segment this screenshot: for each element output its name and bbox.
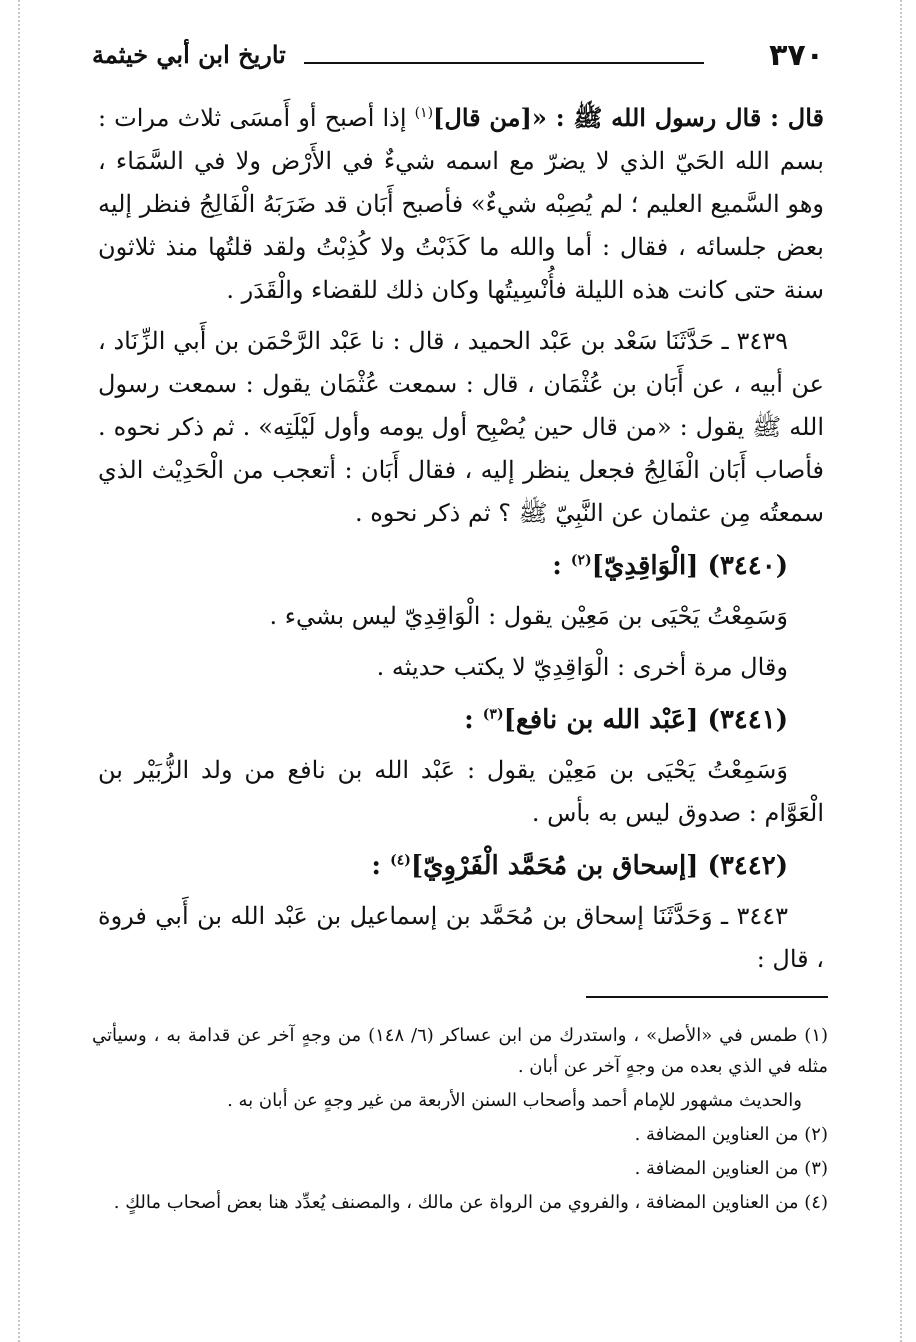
paragraph-waqidi-2: وقال مرة أخرى : الْوَاقِدِيّ لا يكتب حديثه . bbox=[376, 653, 788, 681]
footnotes bbox=[92, 1020, 828, 1221]
footnote-3: (٣) من العناوين المضافة . bbox=[634, 1158, 828, 1179]
heading-3440 bbox=[98, 543, 824, 589]
heading-3442-text: (٣٤٤٢) [إسحاق بن مُحَمَّد الْفَرْوِيّ] bbox=[410, 851, 788, 881]
page-number: ٣٧٠ bbox=[769, 38, 824, 73]
heading-3441 bbox=[98, 697, 824, 743]
paragraph-1 bbox=[98, 96, 824, 312]
heading-3441-tail: : bbox=[464, 705, 483, 735]
paragraph-waqidi-1: وَسَمِعْتُ يَحْيَى بن مَعِيْن يقول : الْوَاقِدِيّ ليس بشيء . bbox=[269, 602, 788, 630]
paragraph-3443: ٣٤٤٣ ـ وَحَدَّثَنَا إسحاق بن مُحَمَّد بن إسماعيل بن عَبْد الله بن أَبي فروة ، قال : bbox=[98, 902, 824, 973]
footnote-ref-1: (١) bbox=[414, 105, 434, 121]
heading-3442 bbox=[98, 843, 824, 889]
footnote-1-continued: والحديث مشهور للإمام أحمد وأصحاب السنن الأربعة من غير وجهٍ عن أبان به . bbox=[227, 1090, 802, 1111]
footnote-1: (١) طمس في «الأصل» ، واستدرك من ابن عساكر (٦/ ١٤٨) من وجهٍ آخر عن قدامة به ، وسيأتي مثله في الذي بعده من وجهٍ آخر عن أبان . bbox=[92, 1025, 829, 1077]
header-rule bbox=[304, 62, 704, 64]
paragraph-nafi: وَسَمِعْتُ يَحْيَى بن مَعِيْن يقول : عَبْد الله بن نافع من ولد الزُّبَيْر بن الْعَوَّام : صدوق ليس به بأس . bbox=[98, 756, 824, 827]
heading-3440-tail: : bbox=[552, 551, 571, 581]
paragraph-3439: ٣٤٣٩ ـ حَدَّثَنَا سَعْد بن عَبْد الحميد ، قال : نا عَبْد الرَّحْمَن بن أَبي الزِّنَاد ، عن أبيه ، عن أَبَان بن عُثْمَان ، قال : سمعت عُثْمَان يقول : سمعت رسول الله ﷺ يقول : «من قال حين يُصْبِح أول يومه وأول لَيْلَتِه» . ثم ذكر نحوه . فأصاب أَبَان الْفَالِجُ فجعل ينظر إليه ، فقال أَبَان : أتعجب من الْحَدِيْث الذي سمعتُه مِن عثمان عن النَّبِيّ ﷺ ؟ ثم ذكر نحوه . bbox=[98, 327, 825, 527]
footnote-ref-2: (٢) bbox=[570, 552, 592, 569]
footnote-4: (٤) من العناوين المضافة ، والفروي من الرواة عن مالك ، والمصنف يُعدِّد هنا بعض أصحاب مالكٍ . bbox=[113, 1192, 828, 1213]
scan-margin-left bbox=[18, 0, 20, 1342]
footnote-ref-4: (٤) bbox=[390, 852, 411, 869]
footnote-separator bbox=[586, 996, 828, 998]
heading-3442-tail: : bbox=[371, 851, 391, 881]
footnote-2: (٢) من العناوين المضافة . bbox=[634, 1124, 828, 1145]
heading-3440-text: (٣٤٤٠) [الْوَاقِدِيّ] bbox=[591, 551, 788, 581]
paragraph-1-lead: قال : قال رسول الله ﷺ : «[من قال] bbox=[433, 103, 824, 132]
heading-3441-text: (٣٤٤١) [عَبْد الله بن نافع] bbox=[503, 705, 788, 735]
running-header bbox=[92, 36, 824, 84]
running-title: تاريخ ابن أبي خيثمة bbox=[92, 40, 286, 69]
main-text bbox=[98, 96, 824, 989]
footnote-ref-3: (٣) bbox=[482, 706, 504, 723]
paragraph-1-rest: إذا أصبح أو أَمسَى ثلاث مرات : بسم الله الحَيّ الذي لا يضرّ مع اسمه شيءٌ في الأَرْض ولا في السَّمَاء ، وهو السَّميع العليم ؛ لم يُصِبْه شيءٌ» فأصبح أَبَان قد ضَرَبَهُ الْفَالِجُ فنظر إليه بعض جلسائه ، فقال : أما والله ما كَذَبْتُ ولا كُذِبْتُ ولقد قلتُها منذ ثلاثون سنة حتى كانت هذه الليلة فأُنْسِيتُها وكان ذلك للقضاء والْقَدَر . bbox=[98, 104, 824, 304]
scan-margin-right bbox=[900, 0, 902, 1342]
